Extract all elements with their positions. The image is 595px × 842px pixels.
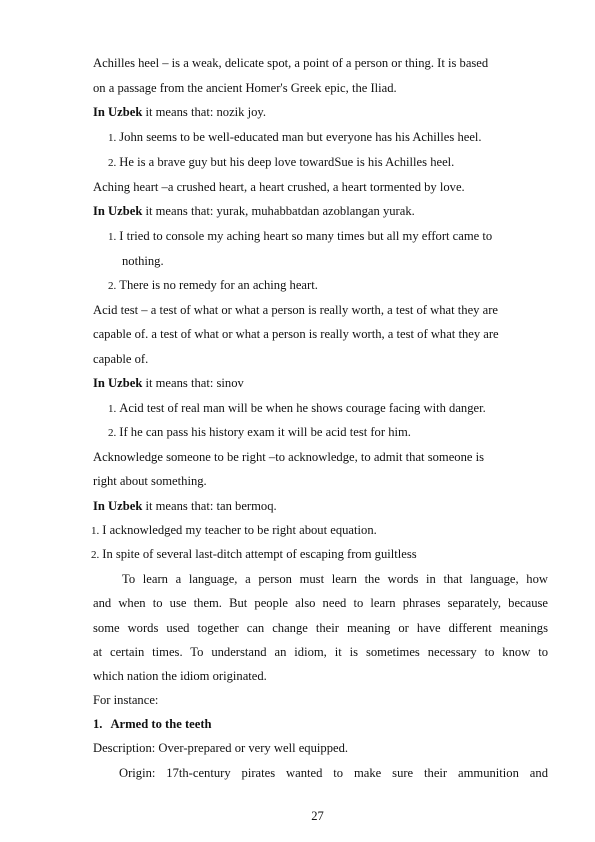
text-line: Aching heart –a crushed heart, a heart crushed, a heart tormented by love. [93, 180, 465, 194]
example-item [91, 522, 547, 539]
list-number: 2. [108, 280, 117, 292]
uzbek-meaning-line [93, 203, 549, 219]
text-line: For instance: [93, 693, 159, 707]
text-line: capable of. a test of what or what a person is really worth, a test of what they are [93, 327, 499, 341]
example-item [108, 129, 564, 146]
uzbek-meaning: it means that: tan bermoq. [142, 499, 277, 513]
in-uzbek-label: In Uzbek [93, 105, 143, 119]
example-item [108, 424, 564, 441]
origin-line: Origin: 17th-century pirates wanted to make sure their ammunition and [119, 766, 548, 780]
uzbek-meaning-line [93, 498, 549, 514]
text-line: Acknowledge someone to be right –to acknowledge, to admit that someone is [93, 450, 485, 464]
text-line: Acid test – a test of what or what a person is really worth, a test of what they are [93, 303, 498, 317]
example-item [108, 154, 564, 171]
list-number: 2. [108, 157, 117, 169]
example-item [108, 400, 564, 417]
list-number: 1. [108, 231, 117, 243]
list-number: 1. [91, 525, 100, 537]
example-text: I tried to console my aching heart so many times but all my effort came to [119, 229, 493, 243]
uzbek-meaning-line [93, 104, 549, 120]
in-uzbek-label: In Uzbek [93, 376, 143, 390]
uzbek-meaning: it means that: yurak, muhabbatdan azoblangan yurak. [142, 204, 415, 218]
example-text: He is a brave guy but his deep love towardSue is his Achilles heel. [119, 155, 455, 169]
paragraph-line: some words used together can change their meaning or have different meanings [93, 621, 548, 635]
list-number: 1. [108, 132, 117, 144]
uzbek-meaning-line [93, 375, 549, 391]
example-text: There is no remedy for an aching heart. [119, 278, 318, 292]
example-text: In spite of several last-ditch attempt of escaping from guiltless [102, 547, 417, 561]
page-number: 27 [311, 809, 324, 823]
in-uzbek-label: In Uzbek [93, 499, 143, 513]
text-line: on a passage from the ancient Homer's Greek epic, the Iliad. [93, 81, 397, 95]
idiom-heading [93, 716, 549, 732]
description-line: Description: Over-prepared or very well equipped. [93, 741, 349, 755]
example-item [108, 277, 564, 294]
paragraph-line: To learn a language, a person must learn the words in that language, how [122, 572, 548, 586]
text-line: right about something. [93, 474, 207, 488]
uzbek-meaning: it means that: nozik joy. [142, 105, 267, 119]
idiom-title: Armed to the teeth [110, 717, 212, 731]
list-number: 1. [93, 717, 103, 731]
paragraph-line: which nation the idiom originated. [93, 669, 267, 683]
text-line: Achilles heel – is a weak, delicate spot, a point of a person or thing. It is based [93, 56, 489, 70]
example-text: Acid test of real man will be when he shows courage facing with danger. [119, 401, 486, 415]
list-number: 2. [108, 427, 117, 439]
uzbek-meaning: it means that: sinov [142, 376, 244, 390]
paragraph-line: at certain times. To understand an idiom, it is sometimes necessary to know to [93, 645, 548, 659]
list-number: 2. [91, 549, 100, 561]
example-item [91, 546, 547, 563]
example-text: I acknowledged my teacher to be right about equation. [102, 523, 377, 537]
text-line: nothing. [122, 254, 164, 268]
example-text: If he can pass his history exam it will be acid test for him. [119, 425, 411, 439]
example-text: John seems to be well-educated man but everyone has his Achilles heel. [119, 130, 482, 144]
list-number: 1. [108, 403, 117, 415]
in-uzbek-label: In Uzbek [93, 204, 143, 218]
example-item [108, 228, 564, 245]
text-line: capable of. [93, 352, 149, 366]
paragraph-line: and when to use them. But people also need to learn phrases separately, because [93, 596, 548, 610]
